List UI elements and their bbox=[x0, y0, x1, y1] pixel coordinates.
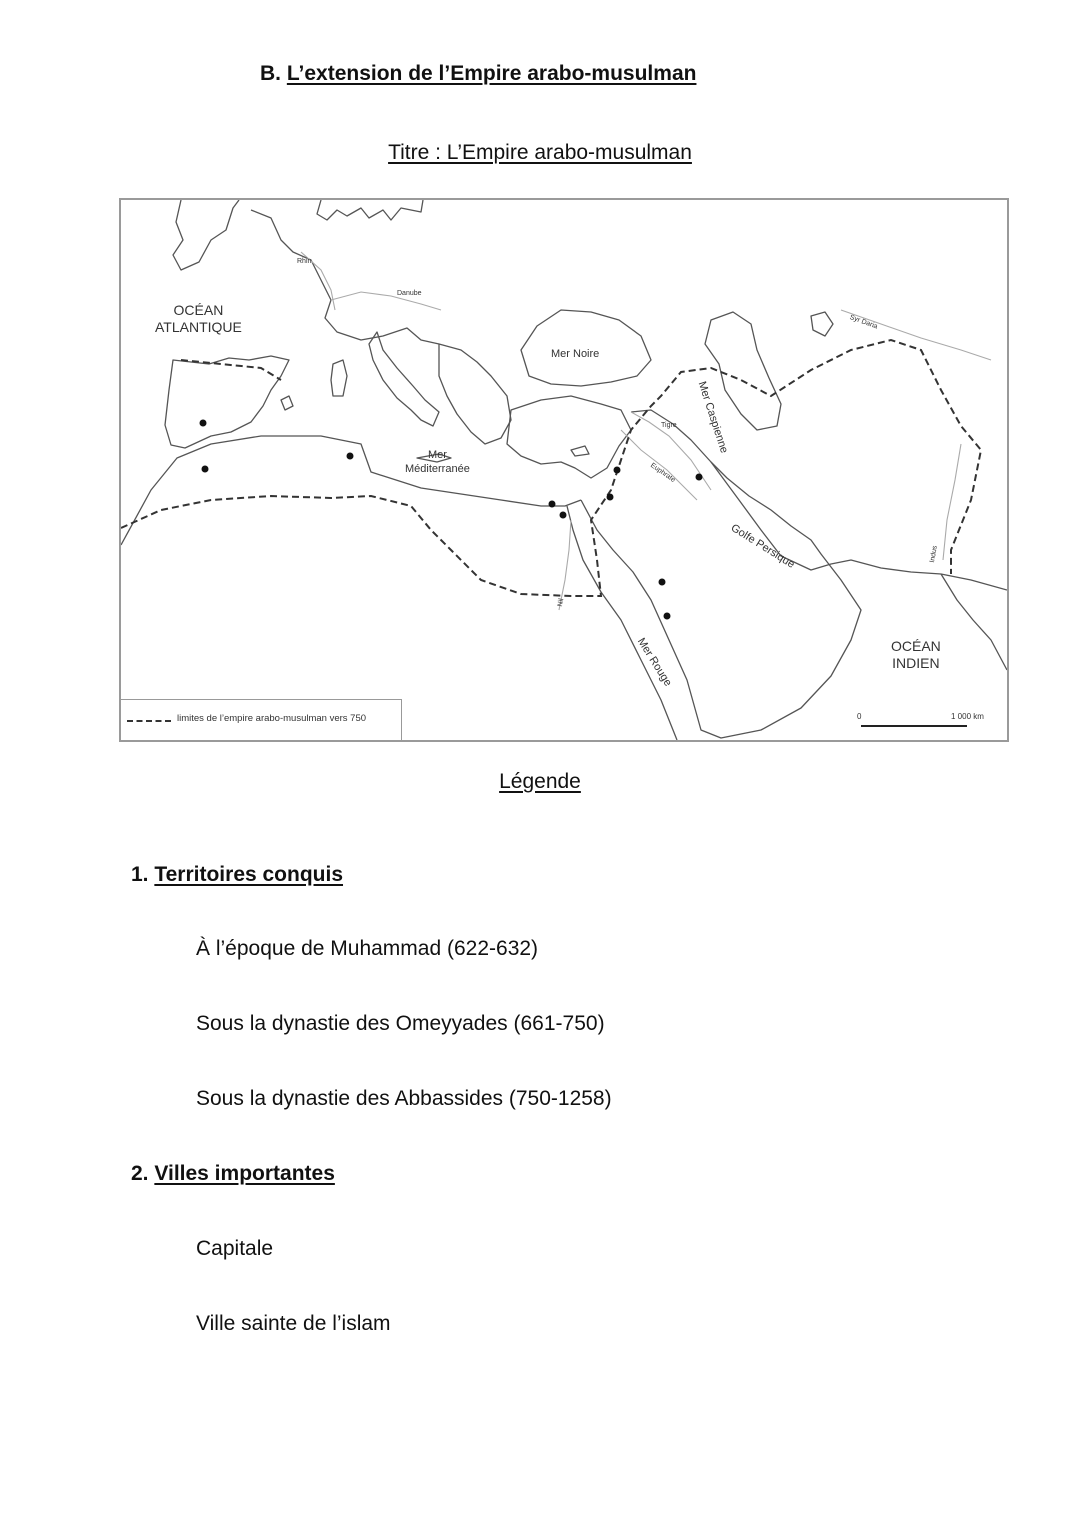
city-dot bbox=[202, 466, 209, 473]
anatolia bbox=[507, 396, 631, 478]
indus bbox=[943, 444, 961, 560]
city-dot bbox=[696, 474, 703, 481]
section-heading-villes: Villes importantes bbox=[154, 1162, 335, 1185]
label-ocean-indien: OCÉAN INDIEN bbox=[891, 638, 941, 671]
legend-item: Sous la dynastie des Abbassides (750-1258) bbox=[196, 1087, 612, 1110]
persian-gulf-coast bbox=[711, 462, 1007, 590]
euphrates bbox=[621, 430, 697, 500]
section-letter: B. bbox=[260, 62, 281, 85]
city-dot bbox=[659, 579, 666, 586]
section-villes bbox=[131, 1162, 335, 1186]
city-dot bbox=[607, 494, 614, 501]
label-danube: Danube bbox=[397, 290, 422, 297]
section-heading-territoires: Territoires conquis bbox=[154, 863, 344, 886]
label-mer-caspienne: Mer Caspienne bbox=[695, 380, 731, 455]
label-nil: Nil bbox=[557, 597, 566, 608]
arabia bbox=[581, 410, 861, 738]
label-euphrate: Euphrate bbox=[648, 462, 677, 485]
city-dot bbox=[560, 512, 567, 519]
section-territoires bbox=[131, 863, 343, 887]
label-syr-daria: Syr Daria bbox=[848, 314, 879, 331]
section-heading bbox=[260, 62, 696, 86]
label-mer-rouge: Mer Rouge bbox=[634, 636, 674, 689]
cyprus bbox=[571, 446, 589, 456]
legend-item: Sous la dynastie des Omeyyades (661-750) bbox=[196, 1012, 605, 1035]
city-dot bbox=[347, 453, 354, 460]
italy bbox=[369, 332, 439, 426]
india-coast bbox=[941, 574, 1007, 670]
baleares bbox=[281, 396, 293, 410]
city-dot bbox=[664, 613, 671, 620]
section-number: 1. bbox=[131, 863, 149, 886]
france-coast bbox=[251, 210, 439, 344]
section-number: 2. bbox=[131, 1162, 149, 1185]
map-legend-text: limites de l’empire arabo-musulman vers 750 bbox=[177, 713, 367, 724]
section-title: L’extension de l’Empire arabo-musulman bbox=[286, 62, 697, 85]
map bbox=[119, 198, 1009, 742]
dashed-line-symbol bbox=[127, 720, 171, 722]
city-dot bbox=[549, 501, 556, 508]
europe-north-coast bbox=[173, 200, 239, 270]
map-legend bbox=[121, 699, 402, 740]
balkans bbox=[439, 344, 511, 444]
label-mer-noire: Mer Noire bbox=[551, 348, 600, 360]
map-title: Titre : L’Empire arabo-musulman bbox=[388, 141, 692, 164]
sardinia bbox=[331, 360, 347, 396]
legend-item: Capitale bbox=[196, 1237, 274, 1260]
city-dot bbox=[614, 467, 621, 474]
label-rhin: Rhin bbox=[297, 258, 312, 265]
label-mer-mediterranee: Mer Méditerranée bbox=[405, 449, 470, 475]
label-golfe-persique: Golfe Persique bbox=[728, 522, 797, 571]
aral-sea bbox=[811, 312, 833, 336]
red-sea-west-coast bbox=[567, 506, 677, 740]
map-drawing bbox=[121, 200, 1007, 740]
europe-baltic-coast bbox=[317, 200, 423, 220]
legend-item: À l’époque de Muhammad (622-632) bbox=[196, 937, 539, 960]
label-indus: Indus bbox=[929, 545, 939, 564]
iberia bbox=[165, 356, 289, 448]
scale-start: 0 bbox=[857, 712, 862, 721]
scale-end: 1 000 km bbox=[951, 712, 984, 721]
city-dot bbox=[200, 420, 207, 427]
label-tigre: Tigre bbox=[661, 422, 677, 429]
north-africa-coast bbox=[121, 436, 581, 545]
empire-boundary bbox=[121, 340, 981, 596]
label-ocean-atlantique: OCÉAN ATLANTIQUE bbox=[155, 302, 242, 335]
legend-heading: Légende bbox=[499, 770, 581, 793]
legend-item: Ville sainte de l’islam bbox=[196, 1312, 391, 1335]
syr-darya bbox=[841, 310, 991, 360]
danube bbox=[331, 292, 441, 310]
